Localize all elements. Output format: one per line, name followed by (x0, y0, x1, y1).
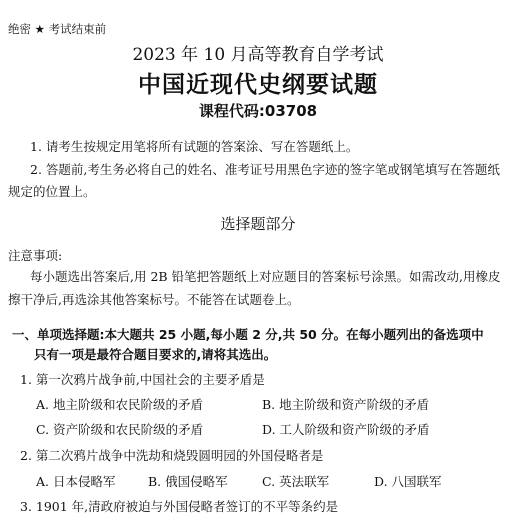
part-title: 选择题部分 (220, 215, 296, 233)
subject-title: 中国近现代史纲要试题 (138, 72, 378, 98)
question-2-option-b: B. 俄国侵略军 (148, 474, 228, 489)
question-2-option-a: A. 日本侵略军 (36, 474, 116, 489)
question-1-option-c: C. 资产阶级和农民阶级的矛盾 (36, 422, 204, 437)
question-2-option-c: C. 英法联军 (262, 474, 330, 489)
secret-mark: 绝密 ★ 考试结束前 (8, 22, 107, 36)
question-2-stem: 2. 第二次鸦片战争中洗劫和烧毁圆明园的外国侵略者是 (20, 448, 324, 463)
question-1-option-d: D. 工人阶级和资产阶级的矛盾 (262, 422, 430, 437)
attention-label: 注意事项: (8, 248, 63, 263)
section-heading-continued: 只有一项是最符合题目要求的,请将其选出。 (34, 347, 277, 362)
question-1-option-b: B. 地主阶级和资产阶级的矛盾 (262, 397, 430, 412)
question-3-stem: 3. 1901 年,清政府被迫与外国侵略者签订的不平等条约是 (20, 499, 339, 514)
question-2-option-d: D. 八国联军 (374, 474, 442, 489)
exam-title: 2023 年 10 月高等教育自学考试 (132, 45, 384, 65)
instruction-2: 2. 答题前,考生务必将自己的姓名、准考证号用黑色字迹的签字笔或钢笔填写在答题纸 (30, 162, 500, 177)
section-heading: 一、单项选择题:本大题共 25 小题,每小题 2 分,共 50 分。在每小题列出的备选项中 (12, 327, 484, 342)
course-code: 课程代码:03708 (198, 102, 318, 120)
question-1-option-a: A. 地主阶级和农民阶级的矛盾 (36, 397, 203, 412)
attention-line-2: 擦干净后,再选涂其他答案标号。不能答在试题卷上。 (8, 292, 300, 307)
instruction-2-continued: 规定的位置上。 (8, 184, 96, 199)
question-1-stem: 1. 第一次鸦片战争前,中国社会的主要矛盾是 (20, 372, 265, 387)
instruction-1: 1. 请考生按规定用笔将所有试题的答案涂、写在答题纸上。 (30, 139, 359, 154)
attention-line-1: 每小题选出答案后,用 2B 铅笔把答题纸上对应题目的答案标号涂黑。如需改动,用橡皮 (30, 269, 501, 284)
